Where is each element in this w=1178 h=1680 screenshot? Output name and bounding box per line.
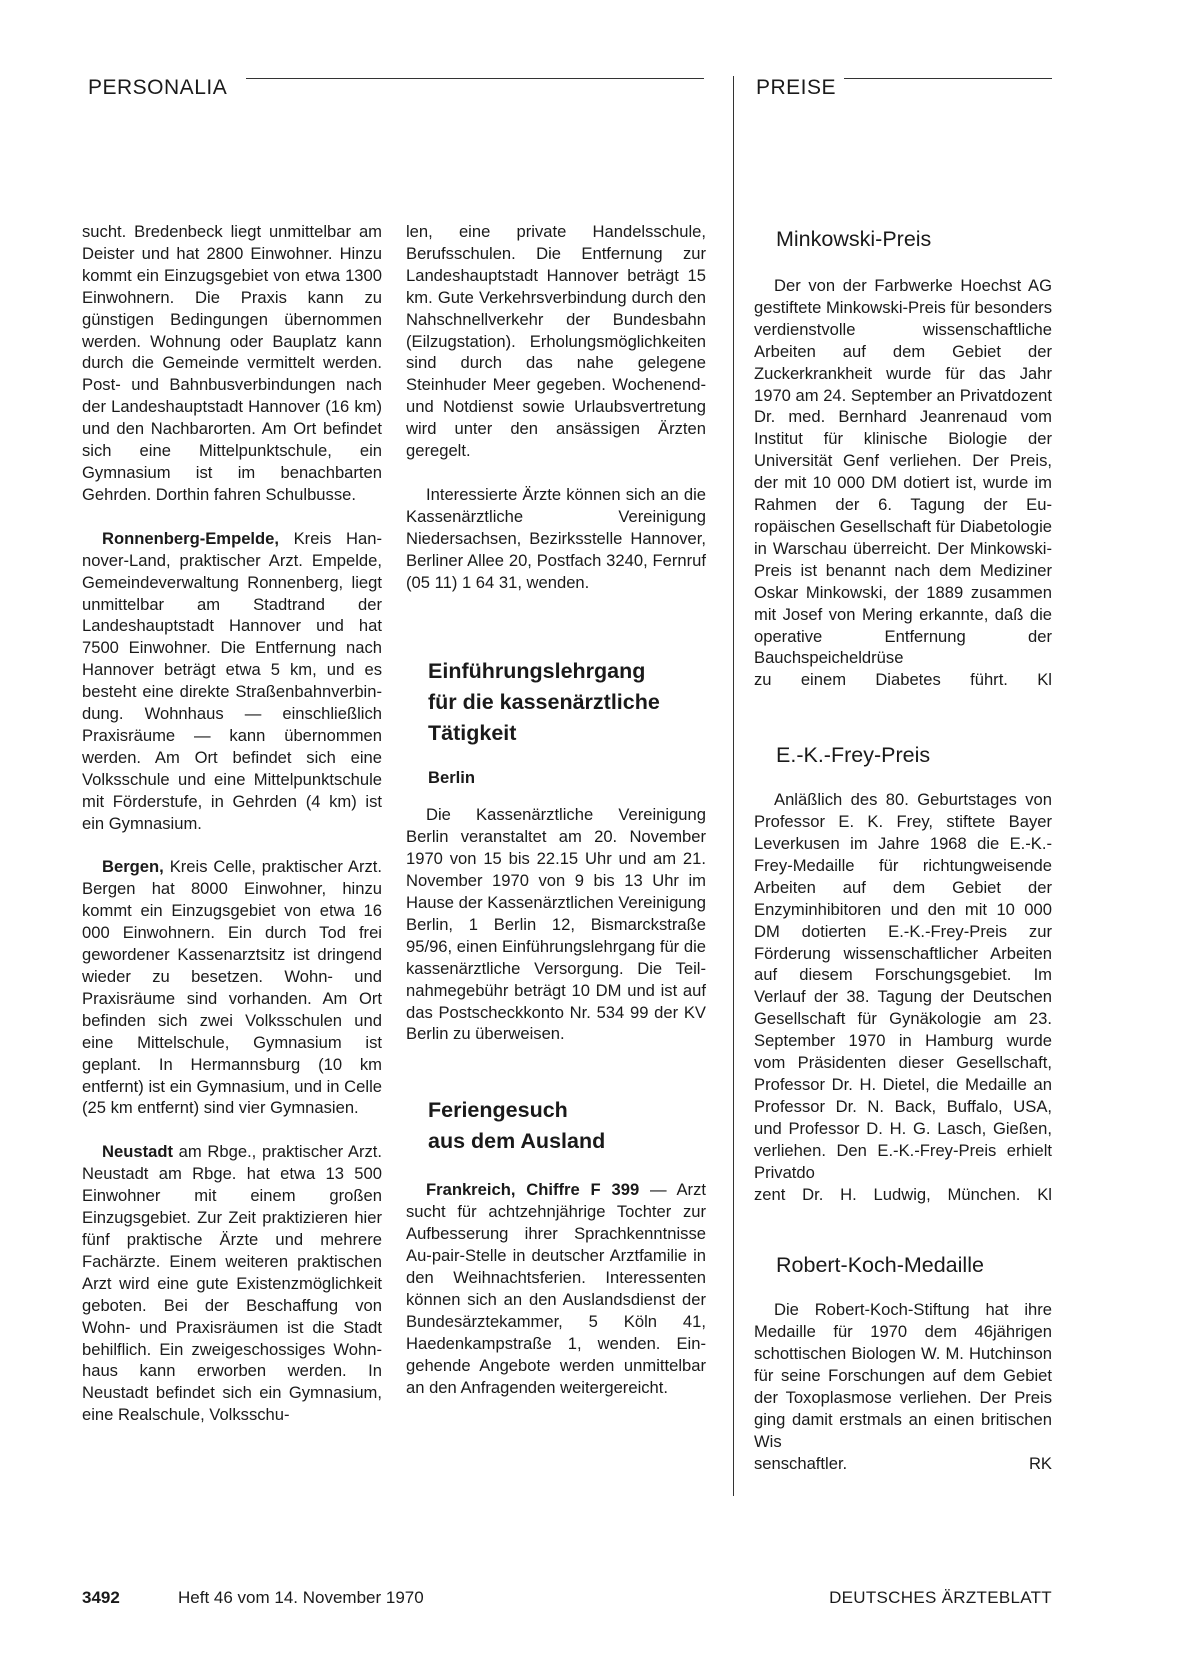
heading-feriengesuch: [428, 1095, 706, 1157]
header-rule-right: [844, 78, 1052, 79]
paragraph-hannover: len, eine private Handelsschule, Berufsschulen. Die Entfernung zur Landeshauptstadt Hannover beträgt 15 km. Gute Verkehrsverbindung durch den Nahschnellverkehr der Bundesbahn (Eilzugstation). Erholungsmöglichkeiten sind durch das nahe gelegene Steinhuder Meer gegeben. Wochenend- und Notdienst sowie Urlaubsvertretung wird unter den ansässigen Ärzten geregelt.: [406, 222, 706, 461]
text-neustadt: am Rbge., praktischer Arzt. Neustadt am Rbge. hat etwa 13 500 Einwohner mit einem großen Einzugsgebiet. Zur Zeit praktizieren hier fünf praktische Ärzte und mehrere Fachärzte. Einem weiteren praktischen Arzt wird eine gute Existenzmöglichkeit geboten. Bei der Beschaffung von Wohn- und Praxisräumen ist die Stadt behilflich. Ein zweigeschossiges Wohnhaus kann erworben werden. In Neustadt befindet sich ein Gymnasium, eine Realschule, Volksschu-: [82, 1142, 382, 1425]
paragraph-koch: Die Robert-Koch-Stiftung hat ihre Medaille für 1970 dem 46jährigen schottischen Biologen W. M. Hutchinson für seine Forschungen auf dem Gebiet der Toxoplasmose verliehen. Der Preis ging damit erstmals an einen britischen Wis: [754, 1300, 1052, 1451]
paragraph-contact: Interessierte Ärzte können sich an die Kassenärztliche Vereinigung Niedersachsen, Bezirksstelle Hannover, Berliner Allee 20, Postfach 3240, Fernruf (05 11) 1 64 31, wenden.: [406, 484, 706, 592]
heading-line: Einführungslehrgang: [428, 658, 646, 683]
title-minkowski-preis: Minkowski-Preis: [776, 227, 932, 251]
column-2: [406, 221, 706, 1398]
page-number: 3492: [82, 1588, 120, 1607]
heading-line: aus dem Ausland: [428, 1129, 606, 1154]
paragraph-bredenbeck: sucht. Bredenbeck liegt unmittelbar am Deister und hat 2800 Einwohner. Hinzu kommt ein Einzugsgebiet von etwa 1300 Einwohnern. Die Praxis kann zu günstigen Bedingungen übernommen werden. Wohnung oder Bauplatz kann durch die Gemeinde vermittelt werden. Post- und Bahnbusverbindungen nach der Landeshauptstadt Hannover (16 km) und den Nachbarorten. Am Ort befindet sich eine Mittelpunktschule, ein Gymnasium ist im benachbarten Gehrden. Dorthin fahren Schulbusse.: [82, 222, 382, 504]
subheading-berlin: Berlin: [428, 767, 476, 787]
paragraph-neustadt: [82, 1141, 382, 1426]
column-divider: [733, 76, 734, 1496]
place-ronnenberg: Ronnenberg-Empelde,: [102, 528, 280, 548]
text-frey-end: zent Dr. H. Ludwig, München.: [754, 1184, 1021, 1204]
paragraph-berlin: Die Kassenärztliche Vereinigung Berlin veranstaltet am 20. November 1970 von 15 bis 22.15 Uhr und am 21. November 1970 von 9 bis 13 Uhr im Hause der Kassenärztlichen Vereinigung Berlin, 1 Berlin 12, Bismarckstraße 95/96, einen Einführungslehrgang für die kassenärztliche Versorgung. Die Teilnahmegebühr beträgt 10 DM und ist auf das Postscheckkonto Nr. 534 99 der KV Berlin zu überweisen.: [406, 805, 706, 1044]
text-frankreich: — Arzt sucht für achtzehnjährige Tochter zur Aufbesserung ihrer Sprachkenntnisse Au-pair-Stelle in deutscher Arztfamilie in den Weihnachtsferien. Interessenten können sich an den Auslandsdienst der Bundesärztekammer, 5 Köln 41, Haedenkampstraße 1, wenden. Eingehende Angebote werden unmittelbar an den Anfragenden weitergereicht.: [406, 1180, 706, 1397]
place-bergen: Bergen,: [102, 857, 164, 877]
koch-last-line: [754, 1453, 1052, 1475]
column-1: [82, 221, 382, 1426]
place-frankreich: Frankreich, Chiffre F 399: [426, 1180, 640, 1200]
heading-line: für die kassenärztliche: [428, 689, 660, 714]
minkowski-last-line: [754, 669, 1052, 691]
text-bergen: Kreis Celle, praktischer Arzt. Bergen hat 8000 Einwohner, hinzu kommt ein Einzugsgebiet von etwa 16 000 Einwohnern. Ein durch Tod frei gewordener Kassenarztsitz ist dringend wieder zu besetzen. Wohn- und Praxisräume sind vorhanden. Am Ort befinden sich zwei Volksschulen und eine Mittelschule, Gymnasium ist geplant. In Hermannsburg (10 km entfernt) ist ein Gymnasium, und in Celle (25 km entfernt) sind vier Gymnasien.: [82, 857, 382, 1118]
author-initials: Kl: [1037, 670, 1052, 690]
paragraph-minkowski: Der von der Farbwerke Hoechst AG gestiftete Minkowski-Preis für besonders verdienstvolle wissenschaftliche Arbeiten auf dem Gebiet der Zuckerkrankheit wurde für das Jahr 1970 am 24. September an Privatdozent Dr. med. Bernhard Jeanrenaud vom Institut für klinische Biologie der Universität Genf verliehen. Der Preis, der mit 10 000 DM dotiert ist, wurde im Rahmen der 6. Tagung der Europäischen Gesellschaft für Diabetologie in Warschau überreicht. Der Minkowski-Preis ist benannt nach dem Mediziner Oskar Minkowski, der 1889 zusammen mit Josef von Mering erkannte, daß die operative Entfernung der Bauchspeicheldrüse: [754, 276, 1052, 668]
column-3: [754, 225, 1052, 1475]
heading-line: Tätigkeit: [428, 720, 517, 745]
journal-name: DEUTSCHES ÄRZTEBLATT: [829, 1588, 1052, 1607]
paragraph-bergen: [82, 856, 382, 1119]
author-initials: RK: [1028, 1453, 1052, 1473]
header-rule-left: [246, 78, 704, 79]
frey-last-line: [754, 1184, 1052, 1206]
title-robert-koch-medaille: Robert-Koch-Medaille: [776, 1253, 984, 1278]
paragraph-frey: Anläßlich des 80. Geburtstages von Professor E. K. Frey, stiftete Bayer Leverkusen im Jahre 1968 die E.-K.-Frey-Medaille für richtungweisende Arbeiten auf dem Gebiet der Enzyminhibitoren und den mit 10 000 DM dotierten E.-K.-Frey-Preis zur Förderung wissenschaftlicher Arbeiten auf diesem Forschungsgebiet. Im Verlauf der 38. Tagung der Deutschen Gesellschaft für Gynäkologie am 23. September 1970 in Hamburg wurde vom Präsidenten dieser Gesellschaft, Professor Dr. H. Dietel, die Medaille an Professor Dr. N. Back, Buffalo, USA, und Professor D. H. G. Lasch, Gießen, verliehen. Den E.-K.-Frey-Preis erhielt Privatdo: [754, 790, 1052, 1182]
heading-einfuehrungslehrgang: [428, 656, 706, 749]
title-frey-preis: E.-K.-Frey-Preis: [776, 743, 931, 768]
paragraph-ronnenberg: [82, 528, 382, 835]
section-label-personalia: PERSONALIA: [88, 76, 228, 99]
text-minkowski-end: zu einem Diabetes führt.: [754, 670, 1008, 690]
paragraph-frankreich: [406, 1179, 706, 1398]
heading-line: Feriengesuch: [428, 1098, 568, 1123]
text-ronnenberg: Kreis Hannover-Land, praktischer Arzt. Empelde, Gemeindeverwaltung Ronnenberg, liegt unmittelbar am Stadtrand der Landeshauptstadt Hannover und hat 7500 Einwohner. Die Entfernung nach Hannover beträgt etwa 5 km, und es besteht eine direkte Straßenbahnverbindung. Wohnhaus — einschließlich Praxisräume — kann übernommen werden. Am Ort befindet sich eine Volksschule und eine Mittelpunktschule mit Förderstufe, in Gehrden (4 km) ist ein Gymnasium.: [82, 528, 382, 833]
section-label-preise: PREISE: [756, 76, 837, 99]
place-neustadt: Neustadt: [102, 1142, 173, 1162]
author-initials: Kl: [1037, 1184, 1052, 1204]
issue-info: Heft 46 vom 14. November 1970: [178, 1588, 424, 1607]
text-koch-end: senschaftler.: [754, 1453, 848, 1473]
